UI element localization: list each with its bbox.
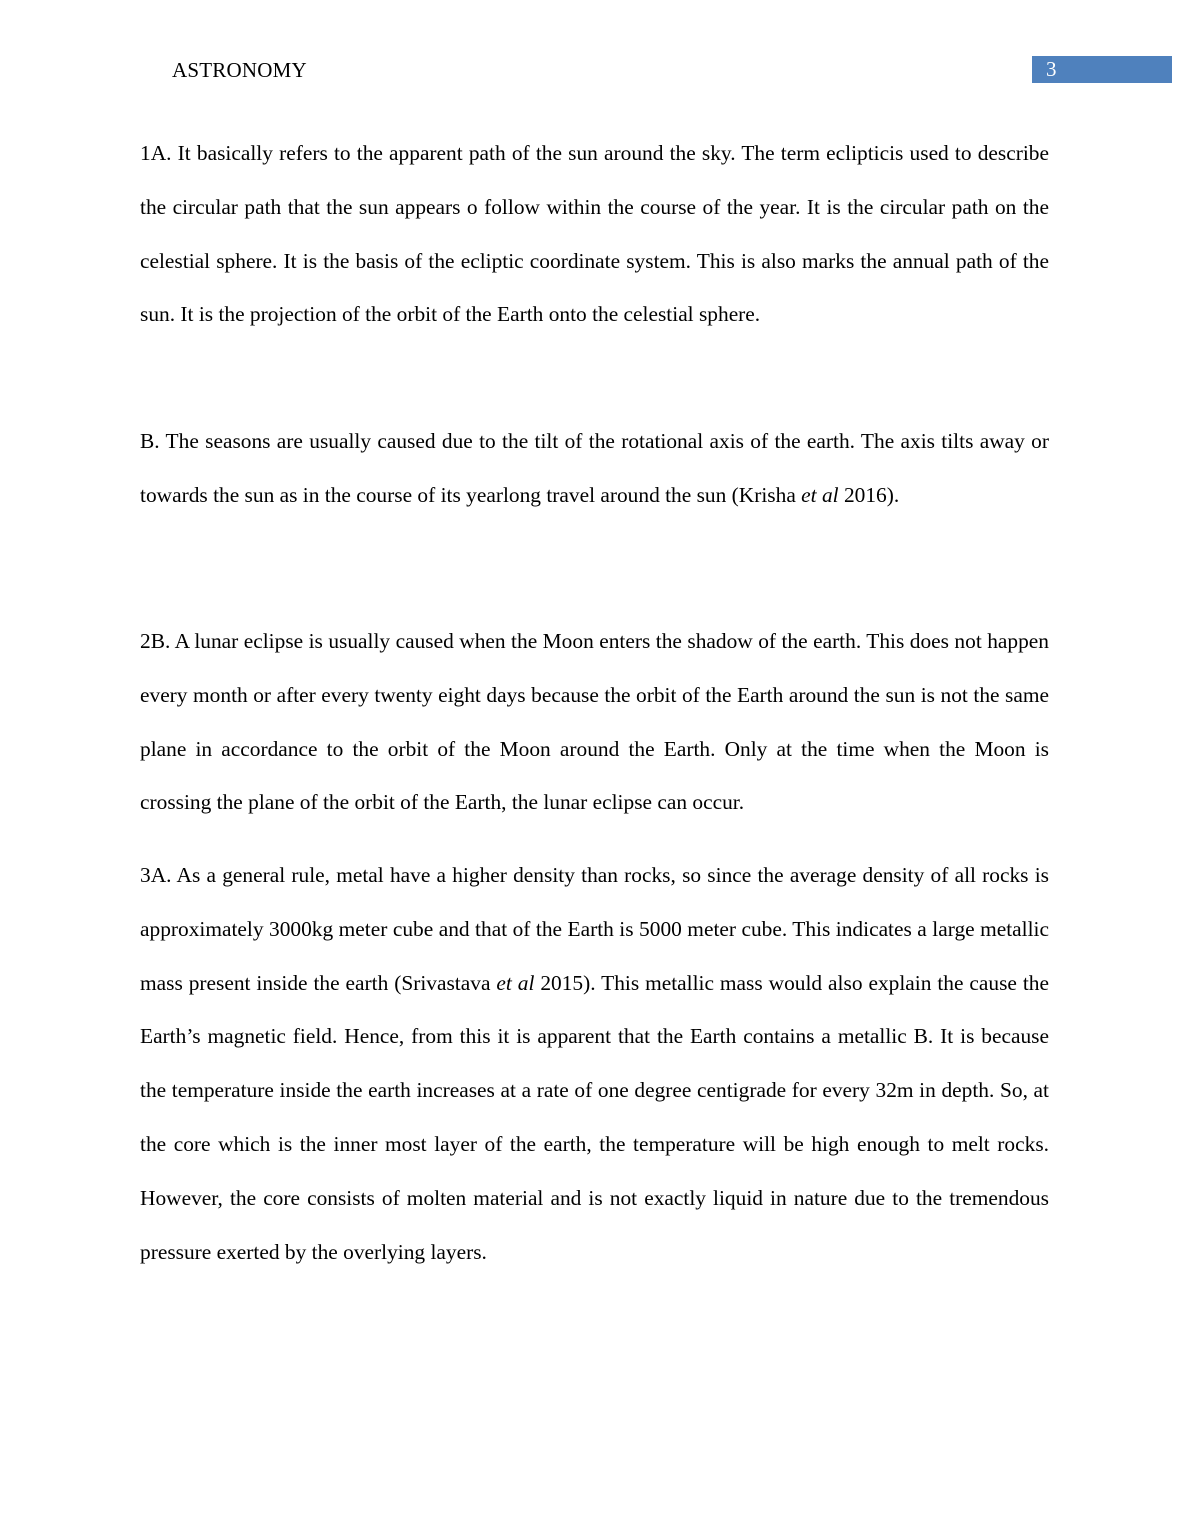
paragraph-1b-citation-italic: et al <box>801 482 839 507</box>
paragraph-1b-text-after: 2016). <box>838 482 900 507</box>
paragraph-1a-ecliptic: 1A. It basically refers to the apparent path of the sun around the sky. The term eclipticis used to describe the circular path that the sun appears o follow within the course of the year. It is the circular path on the celestial sphere. It is the basis of the ecliptic coordinate system. This is also marks the annual path of the sun. It is the projection of the orbit of the Earth onto the celestial sphere. <box>140 141 1049 327</box>
paragraph-3a-earth-density <box>140 849 1049 1279</box>
running-head-title: ASTRONOMY <box>172 58 307 82</box>
page-number: 3 <box>1046 57 1057 81</box>
paragraph-2b-lunar-eclipse: 2B. A lunar eclipse is usually caused when the Moon enters the shadow of the earth. This does not happen every month or after every twenty eight days because the orbit of the Earth around the sun is not the same plane in accordance to the orbit of the Moon around the Earth. Only at the time when the Moon is crossing the plane of the orbit of the Earth, the lunar eclipse can occur. <box>140 629 1049 815</box>
paragraph-3a-text-before: 3A. As a general rule, metal have a higher density than rocks, so since the average density of all rocks is approximately 3000kg meter cube and that of the Earth is 5000 meter cube. This indicates a large metallic mass present inside the earth (Srivastava <box>140 863 1049 995</box>
paragraph-3a-text-after: 2015). This metallic mass would also explain the cause the Earth’s magnetic field. Hence, from this it is apparent that the Earth contains a metallic B. It is because the temperature inside the earth increases at a rate of one degree centigrade for every 32m in depth. So, at the core which is the inner most layer of the earth, the temperature will be high enough to melt rocks. However, the core consists of molten material and is not exactly liquid in nature due to the tremendous pressure exerted by the overlying layers. <box>140 970 1049 1264</box>
paragraph-3a-citation-italic: et al <box>496 970 535 995</box>
paragraph-1b-text-before: B. The seasons are usually caused due to the tilt of the rotational axis of the earth. The axis tilts away or towards the sun as in the course of its yearlong travel around the sun (Krisha <box>140 429 1049 507</box>
page-number-box <box>1032 56 1172 83</box>
paragraph-1b-seasons <box>140 415 1049 523</box>
